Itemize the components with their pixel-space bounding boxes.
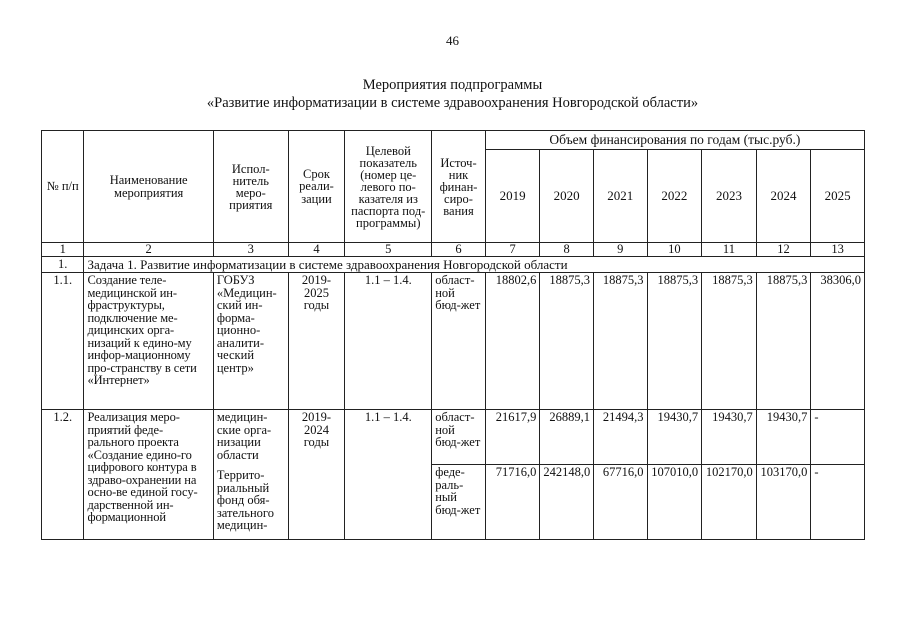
column-number-row (42, 243, 865, 257)
row-value: 18875,3 (647, 273, 702, 410)
row-value: 21617,9 (485, 410, 540, 465)
row-executor-b: Террито-риальный фонд обя-зательного медицин- (216, 468, 274, 532)
task-text: Задача 1. Развитие информатизации в системе здравоохранения Новгородской области (84, 257, 865, 273)
header-target: Целевой показатель (номер це-левого по-казателя из паспорта под-программы) (345, 131, 432, 243)
task-num: 1. (42, 257, 84, 273)
header-year: 2024 (756, 150, 811, 243)
header-year: 2022 (647, 150, 702, 243)
row-value: 18875,3 (756, 273, 811, 410)
row-target: 1.1 – 1.4. (345, 273, 432, 410)
program-table (41, 130, 865, 540)
header-term: Срок реали-зации (288, 131, 345, 243)
column-number: 3 (213, 243, 288, 257)
row-value: - (811, 410, 865, 465)
row-value: 102170,0 (702, 465, 757, 540)
column-number: 2 (84, 243, 213, 257)
row-name: Создание теле-медицинской ин-фраструктуры, подключение ме-дицинских орга-низаций к едино-му инфор-мационному про-странству в сети «Интернет» (84, 273, 213, 410)
header-year: 2025 (811, 150, 865, 243)
row-source: област-ной бюд-жет (432, 410, 486, 465)
column-number: 10 (647, 243, 702, 257)
header-year: 2023 (702, 150, 757, 243)
column-number: 5 (345, 243, 432, 257)
table-row (42, 410, 865, 465)
column-number: 11 (702, 243, 757, 257)
column-number: 9 (593, 243, 647, 257)
table-row (42, 273, 865, 410)
column-number: 13 (811, 243, 865, 257)
row-value: 67716,0 (593, 465, 647, 540)
header-year: 2020 (540, 150, 594, 243)
row-term: 2019-2024 годы (288, 410, 345, 540)
header-year: 2019 (485, 150, 540, 243)
header-source: Источ-ник финан-сиро-вания (432, 131, 486, 243)
header-funding-group: Объем финансирования по годам (тыс.руб.) (485, 131, 864, 150)
row-value: 19430,7 (647, 410, 702, 465)
document-title (0, 76, 905, 112)
row-value: 242148,0 (540, 465, 594, 540)
row-executor: ГОБУЗ «Медицин-ский ин-форма-ционно-аналити-ческий центр» (213, 273, 288, 410)
row-executor (213, 410, 288, 540)
row-value: 19430,7 (756, 410, 811, 465)
row-value: 18802,6 (485, 273, 540, 410)
header-num: № п/п (42, 131, 84, 243)
task-row (42, 257, 865, 273)
row-value: 26889,1 (540, 410, 594, 465)
title-line-2: «Развитие информатизации в системе здравоохранения Новгородской области» (206, 95, 699, 111)
row-value: 71716,0 (485, 465, 540, 540)
row-num: 1.1. (42, 273, 84, 410)
row-value: 18875,3 (593, 273, 647, 410)
row-value: 107010,0 (647, 465, 702, 540)
header-year: 2021 (593, 150, 647, 243)
column-number: 12 (756, 243, 811, 257)
row-executor-a: медицин-ские орга-низации области (216, 410, 272, 462)
row-num: 1.2. (42, 410, 84, 540)
row-value: 103170,0 (756, 465, 811, 540)
column-number: 8 (540, 243, 594, 257)
row-value: 38306,0 (811, 273, 865, 410)
row-source: област-ной бюд-жет (432, 273, 486, 410)
header-name: Наименование мероприятия (84, 131, 213, 243)
row-value: 18875,3 (702, 273, 757, 410)
column-number: 4 (288, 243, 345, 257)
row-target: 1.1 – 1.4. (345, 410, 432, 540)
title-line-1: Мероприятия подпрограммы (362, 77, 543, 93)
row-value: - (811, 465, 865, 540)
row-value: 21494,3 (593, 410, 647, 465)
column-number: 7 (485, 243, 540, 257)
row-source: феде-раль-ный бюд-жет (432, 465, 486, 540)
row-term: 2019-2025 годы (288, 273, 345, 410)
row-value: 18875,3 (540, 273, 594, 410)
page-number: 46 (446, 33, 459, 48)
header-executor: Испол-нитель меро-приятия (213, 131, 288, 243)
column-number: 6 (432, 243, 486, 257)
column-number: 1 (42, 243, 84, 257)
row-value: 19430,7 (702, 410, 757, 465)
row-name: Реализация меро-приятий феде-рального проекта «Создание едино-го цифрового контура в здраво-охранении на осно-ве единой госу-дарственной ин-формационной (84, 410, 213, 540)
header-row (42, 131, 865, 150)
